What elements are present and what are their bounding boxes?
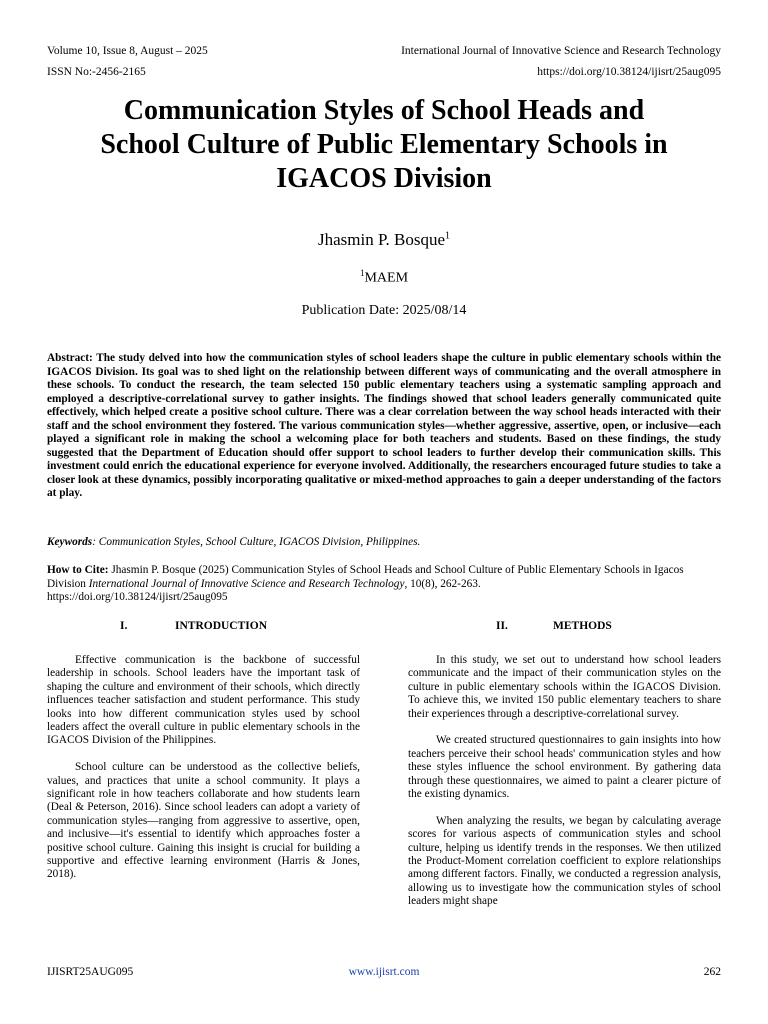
author-name: Jhasmin P. Bosque: [317, 230, 446, 249]
cite-tail: , 10(8), 262-263.: [404, 577, 481, 590]
footer-site-link[interactable]: www.ijisrt.com: [348, 966, 420, 978]
footer-page-number: 262: [703, 966, 721, 978]
cite-label: How to Cite:: [47, 564, 109, 576]
abstract: Abstract: The study delved into how the communication styles of school leaders shape the culture in public elementary schools within the IGACOS Division. Its goal was to shed light on the relationship between different ways of communicating and the overall atmosphere in these schools. To conduct the research, the team selected 150 public elementary teachers using a systematic sampling approach and employed a descriptive-correlational survey to gather insights. The findings showed that school leaders generally communicated quite effectively, which helped create a positive school culture. There was a clear correlation between the way school heads interacted with their staff and the school environment they fostered. The various communication styles—whether aggressive, assertive, open, or inclusive—each played a significant role in making the school a welcoming place for both teachers and students. Based on these findings, the study suggested that the Department of Education should offer support to school leaders to further develop their communication skills. This investment could enrich the educational experience for everyone involved. Additionally, the researchers encouraged future studies to take a closer look at these dynamics, possibly incorporating qualitative or mixed-method approaches to gain a deeper understanding of the factors at play.: [47, 352, 721, 499]
column-right: [408, 620, 721, 922]
section-heading-introduction: [47, 620, 360, 636]
header-volume: Volume 10, Issue 8, August – 2025: [47, 45, 208, 57]
keywords-text: : Communication Styles, School Culture, IGACOS Division, Philippines.: [92, 536, 421, 548]
paragraph: When analyzing the results, we began by calculating average scores for various aspects of communication styles and school culture, helping us identify trends in the responses. We then utilized the Product-Moment correlation coefficient to explore relationships among different factors. Finally, we conducted a regression analysis, allowing us to investigate how the communication styles of school leaders might shape: [408, 814, 721, 908]
section-number: I.: [120, 620, 128, 632]
author-superscript: 1: [445, 230, 451, 242]
author: [0, 230, 768, 250]
section-title: METHODS: [553, 620, 612, 632]
paragraph: In this study, we set out to understand how school leaders communicate and the impact of their communication styles on the culture in public elementary schools within the IGACOS Division. To achieve this, we invited 150 public elementary teachers to share their experiences through a descriptive-correlational survey.: [408, 654, 721, 720]
affiliation: [0, 268, 768, 287]
title-line: IGACOS Division: [276, 163, 492, 194]
paper-title: [40, 94, 728, 196]
cite-journal: International Journal of Innovative Science and Research Technology: [88, 577, 405, 590]
column-left: [47, 620, 360, 895]
cite-text: Jhasmin P. Bosque (2025) Communication Styles of School Heads and School Culture of Public Elementary Schools in Igacos Division: [47, 564, 684, 590]
header-journal: International Journal of Innovative Science and Research Technology: [401, 45, 721, 57]
publication-date: Publication Date: 2025/08/14: [301, 303, 467, 318]
paragraph: We created structured questionnaires to gain insights into how teachers perceive their school heads' communication styles and how these styles influence the school environment. By gathering data through these questionnaires, we aimed to paint a clearer picture of the existing dynamics.: [408, 734, 721, 801]
header-issn: ISSN No:-2456-2165: [47, 66, 146, 78]
title-line: Communication Styles of School Heads and: [123, 95, 645, 126]
footer-id: IJISRT25AUG095: [47, 966, 134, 978]
header-doi-link[interactable]: https://doi.org/10.38124/ijisrt/25aug095: [537, 66, 721, 78]
section-number: II.: [496, 620, 508, 632]
paragraph: Effective communication is the backbone of successful leadership in schools. School leaders have the important task of shaping the culture and environment of their schools, which directly influences teacher satisfaction and student performance. This study looks into how different communication styles used by school leaders affect the overall culture in public elementary schools in the IGACOS Division of the Philippines.: [47, 654, 360, 747]
affiliation-superscript: 1: [359, 268, 365, 278]
section-heading-methods: [408, 620, 721, 636]
affiliation-name: MAEM: [364, 270, 409, 286]
title-line: School Culture of Public Elementary Schools in: [100, 129, 668, 160]
keywords: [47, 535, 721, 549]
paragraph: School culture can be understood as the collective beliefs, values, and practices that unite a school community. It plays a significant role in how teachers collaborate and how students learn (Deal & Peterson, 2016). Since school leaders can adopt a variety of communication styles—ranging from aggressive to assertive, open, and inclusive—it's essential to identify which approaches foster a positive school culture. Gaining this insight is crucial for building a supportive and effective learning environment (Harris & Jones, 2018).: [47, 761, 360, 881]
cite-doi-link[interactable]: https://doi.org/10.38124/ijisrt/25aug095: [47, 591, 228, 603]
keywords-label: Keywords: [47, 536, 93, 548]
how-to-cite: [47, 564, 721, 605]
section-title: INTRODUCTION: [175, 620, 268, 632]
